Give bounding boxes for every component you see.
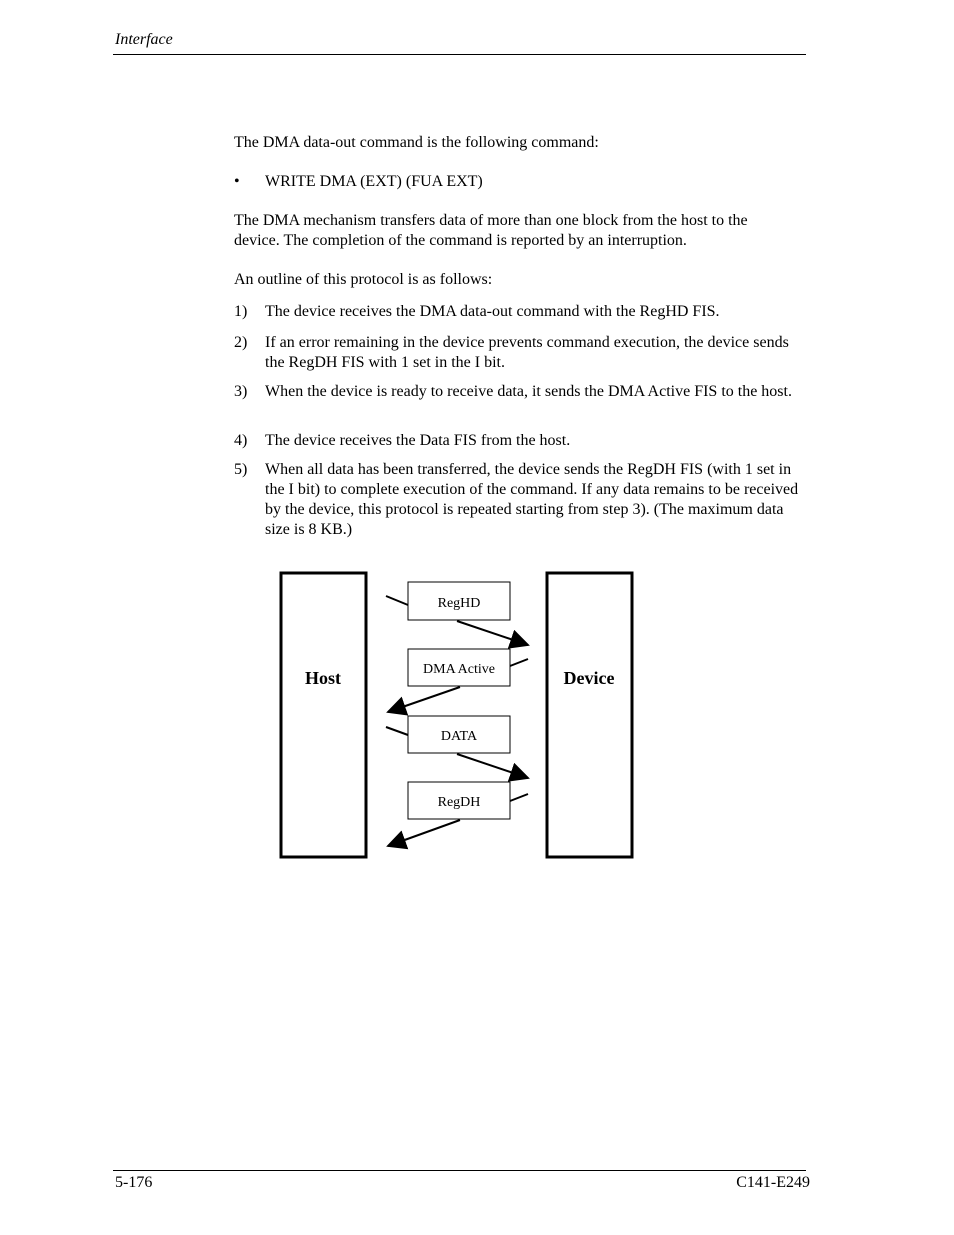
outline-paragraph: An outline of this protocol is as follows: xyxy=(234,271,493,288)
reghd-arrow xyxy=(457,621,528,645)
step-2-number: 2) xyxy=(234,334,248,351)
step-4-number: 4) xyxy=(234,432,248,449)
data-fis-label: DATA xyxy=(440,729,478,744)
step-3-text: When the device is ready to receive data, it sends the DMA Active FIS to the host. xyxy=(265,383,792,400)
mechanism-paragraph: The DMA mechanism transfers data of more than one block from the host to the device. The completion of the command is reported by an interruption. xyxy=(234,212,748,249)
footer-rule xyxy=(113,1170,806,1171)
dma-active-fis-label: DMA Active xyxy=(423,662,495,677)
step-5-number: 5) xyxy=(234,461,248,478)
regdh-fis-label: RegDH xyxy=(437,795,481,810)
reghd-tail-line xyxy=(386,596,408,605)
device-box xyxy=(547,573,632,857)
running-header: Interface xyxy=(115,31,173,48)
step-4-text: The device receives the Data FIS from the host. xyxy=(265,432,571,449)
regdh-tail-line xyxy=(510,794,528,801)
data-tail-line xyxy=(386,727,408,735)
page-number: 5-176 xyxy=(115,1174,153,1191)
dma-protocol-diagram xyxy=(270,565,650,865)
reghd-fis-label: RegHD xyxy=(437,596,481,611)
host-box xyxy=(281,573,366,857)
host-label: Host xyxy=(305,668,341,688)
step-1-text: The device receives the DMA data-out command with the RegHD FIS. xyxy=(265,303,720,320)
regdh-arrow xyxy=(388,820,460,846)
step-5-text: When all data has been transferred, the device sends the RegDH FIS (with 1 set in the I bit) to complete execution of the command. If any data remains to be received by the device, this protocol is repeated starting from step 3). (The maximum data size is 8 KB.) xyxy=(265,461,799,538)
command-item: WRITE DMA (EXT) (FUA EXT) xyxy=(265,173,483,190)
step-2-text: If an error remaining in the device prevents command execution, the device sends the RegDH FIS with 1 set in the I bit. xyxy=(265,334,789,371)
step-1-number: 1) xyxy=(234,303,248,320)
data-arrow xyxy=(457,754,528,778)
step-3-number: 3) xyxy=(234,383,248,400)
document-id: C141-E249 xyxy=(736,1174,810,1191)
intro-paragraph: The DMA data-out command is the following command: xyxy=(234,134,599,151)
dma-active-arrow xyxy=(388,687,460,712)
bullet-marker: • xyxy=(234,173,240,190)
dma-active-tail-line xyxy=(510,659,528,666)
header-rule xyxy=(113,54,806,55)
device-label: Device xyxy=(563,668,615,688)
